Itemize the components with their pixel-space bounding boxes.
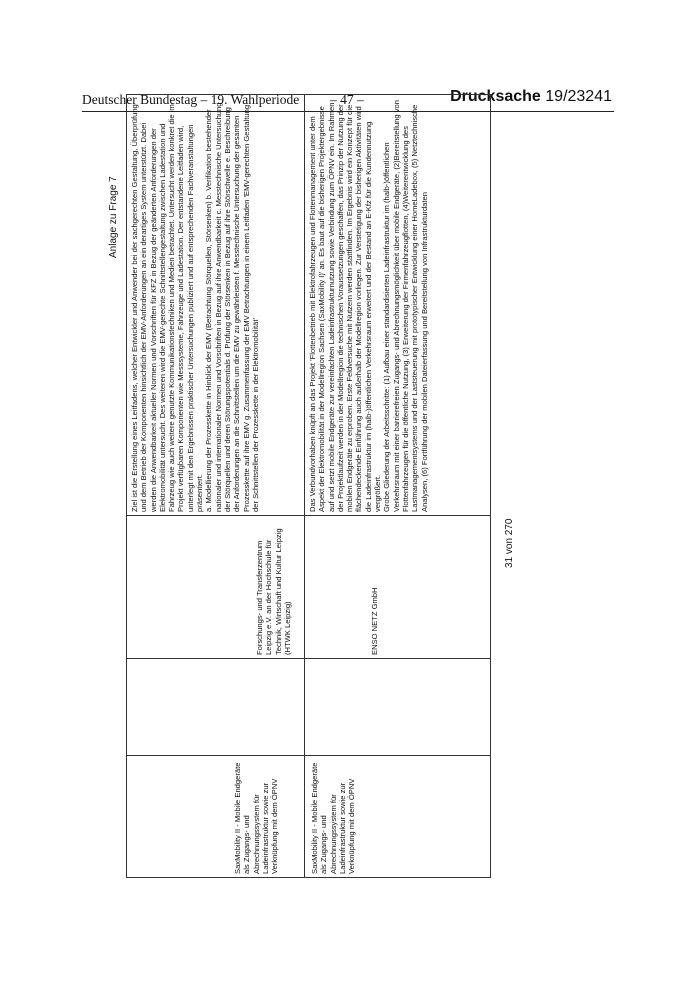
- empty-cell: [305, 659, 491, 756]
- project-cell: [305, 756, 491, 878]
- annex-caption: Anlage zu Frage 7: [108, 176, 119, 258]
- description-cell: [127, 95, 305, 516]
- project-description: Das Verbundvorhaben knüpft an das Projekt 'Flottenbetrieb mit Elektrofahrzeugen und Flottenmanagement unter dem Aspekt der Elektromobilität in der Modellregion Sachsen (SaxMobility I)' an. Es baut auf die bisherigen Projektergebnisse auf und setzt mobile Endgeräte zur vereinfachten Ladeinfrastrukturnutzung sowie Verbindung zum ÖPNV ein. Im Rahmen der Projektlaufzeit werden in der Modellregion die technischen Voraussetzungen geschaffen, das Prinzip der Nutzung der mobilen Endgeräte zu erproben. Erste Feldversuche mit Nutzern werden stattfinden. Im Ergebnis wird ein Konzept für die flächendeckende Einführung auch außerhalb der Modellregion vorliegen. Zur Verstetigung der bisherigen Aktivitäten wird die Ladeinfrastruktur im (halb-)öffentlichen Verkehrsraum erweitert und der Bestand an E-Kfz für die Kundennutzung vergrößert. Grobe Gliederung der Arbeitsschritte: (1) Aufbau einer standardisierten Ladeinfrastruktur im (halb-)öffentlichen Verkehrsraum mit einer barrierefreien Zugangs- und Abrechnungsmöglichkeit über mobile Endgeräte, (2)Bereitstellung von Flottenfahrzeugen für die öffentliche Nutzung, (3) Erweiterung der Firmenfahrzeugflotten, (4)Weiterentwicklung des Lastmanagementsystems und der Laststeuerung mit prototypischer Entwicklung einer HomeLadebox, (5) Netztechnische Analysen, (6) Fortführung der mobilen Dateierfassung und Bereitstellung von Infrastrukturdaten: [308, 100, 429, 512]
- rotated-page-content: [96, 100, 516, 878]
- project-name: SaxMobility II - Mobile Endgeräte als Zugangs- und Abrechnungssystem für Ladeinfrastruktur sowie zur Verknüpfung mit dem ÖPNV: [233, 762, 280, 874]
- partner-name: ENSO NETZ GmbH: [370, 587, 379, 655]
- page-number: 31 von 270: [504, 518, 515, 568]
- description-cell: [305, 95, 491, 516]
- partner-cell: [127, 516, 305, 659]
- partner-cell: [305, 516, 491, 659]
- project-name: SaxMobility II - Mobile Endgeräte als Zugangs- und Abrechnungssystem für Ladeinfrastruktur sowie zur Verknüpfung mit dem ÖPNV: [310, 762, 357, 874]
- project-table: [126, 94, 491, 878]
- table-row: [305, 95, 491, 878]
- parliament-label: Deutscher Bundestag – 19. Wahlperiode: [82, 92, 300, 107]
- page-marker: – 47 –: [330, 92, 364, 107]
- empty-cell: [127, 659, 305, 756]
- document-id: 19/23241: [545, 88, 612, 105]
- document-label: Drucksache: [450, 88, 541, 105]
- table-row: [127, 95, 305, 878]
- project-cell: [127, 756, 305, 878]
- project-description: Ziel ist die Erstellung eines Leitfadens, welcher Entwickler und Anwender bei der sachgerechten Gestaltung, Überprüfung und dem Betrieb der Komponenten hinsichtlich der EMV-Anforderungen an ein derartiges System unterstützt. Dabei werden die Anwendbarkeit aktueller Normen und Vorschriften für KFZ in Bezug der geänderten Anforderungen der Elektromobilität untersucht. Des weiteren wird die EMV-gerechte Schnittstellengestaltung zwischen Ladestation und Fahrzeug wie auch weitere genutzte Kommunikationstechniken und Medien betrachtet. Untersucht werden konkret die im Projekt verfügbaren Komponenten wie Messsysteme, Fahrzeuge und Ladestation. Der entstandene Leitfaden wird, unterlegt mit den Ergebnissen praktischer Untersuchungen publiziert und auf entsprechenden Fachveranstaltungen präsentiert. a. Modellierung der Prozesskette in Hinblick der EMV (Betrachtung Störquellen, Störsenken) b. Verifikation bestehender nationaler und internationaler Normen und Vorschriften in Bezug auf ihre Anwendbarkeit c. Messtechnische Untersuchung der Störquellen und deren Störungspotentials d. Prüfung der Störsenken in Bezug auf ihre Störschwelle e. Beschreibung der Anforderungen an die Schnittstellen um die EMV zu gewährleisten f. Messtechnische Untersuchung der gesamten Prozesskette auf ihre EMV g. Zusammenfassung der EMV Betrachtungen in einem Leitfaden 'EMV-gerechten Gestaltung der Schnittstellen der Prozesskette in der Elektromobilität': [130, 102, 260, 512]
- partner-name: Forschungs- und Transferzentrum Leipzig e.V. an der Hochschule für Technik, Wirtschaft und Kultur Leipzig (HTWK Leipzig): [255, 528, 292, 655]
